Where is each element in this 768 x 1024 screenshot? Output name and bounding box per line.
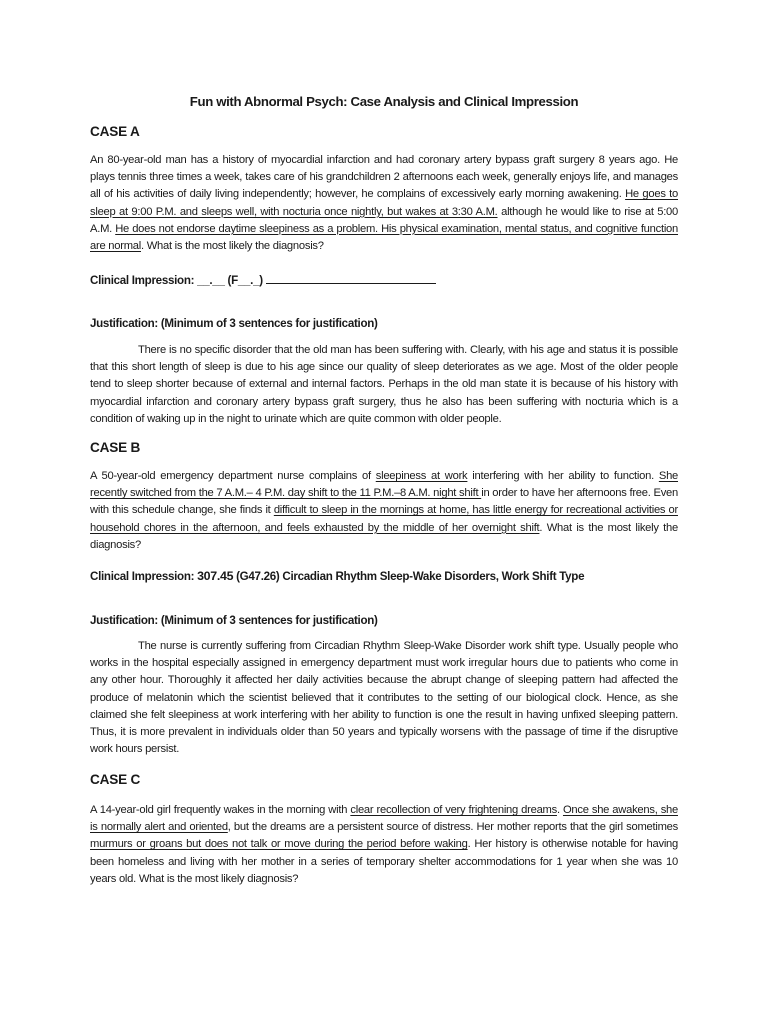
case-b-description: A 50-year-old emergency department nurse complains of sleepiness at work interfering with her ability to function. She recently switched from the 7 A.M.– 4 P.M. day shift to the 11 P.M.–8 A.M. night shift in order to have her afternoons free. Even with this schedule change, she finds it difficult to sleep in the mornings at home, has little energy for recreational activities or household chores in the afternoon, and feels exhausted by the middle of her overnight shift. What is the most likely the diagnosis?: [90, 470, 679, 551]
case-c-description: A 14-year-old girl frequently wakes in the morning with clear recollection of very frightening dreams. Once she awakens, she is normally alert and oriented, but the dreams are a persistent source of distress. Her mother reports that the girl sometimes murmurs or groans but does not talk or move during the period before waking. Her history is otherwise notable for having been homeless and living with her mother in a series of temporary shelter accommodations for 1 year when she was 10 years old. What is the most likely diagnosis?: [90, 804, 678, 885]
case-a-description: An 80-year-old man has a history of myocardial infarction and had coronary artery bypass graft surgery 8 years ago. He plays tennis three times a week, takes care of his grandchildren 2 afternoons each week, generally enjoys life, and manages all of his activities of daily living independently; however, he complains of excessively early morning awakening. He goes to sleep at 9:00 P.M. and sleeps well, with nocturia once nightly, but wakes at 3:30 A.M. although he would like to rise at 5:00 A.M. He does not endorse daytime sleepiness as a problem. His physical examination, mental status, and cognitive function are normal. What is the most likely the diagnosis?: [90, 154, 679, 253]
case-a-clinical-impression: Clinical Impression: __.__ (F__._): [90, 273, 436, 287]
page-title: Fun with Abnormal Psych: Case Analysis and Clinical Impression: [189, 94, 579, 109]
impression-blank: [266, 273, 436, 284]
case-c-heading: CASE C: [90, 772, 141, 787]
case-b-clinical-impression: Clinical Impression: 307.45 (G47.26) Circadian Rhythm Sleep-Wake Disorders, Work Shift Type: [90, 569, 585, 583]
case-a-justification: There is no specific disorder that the old man has been suffering with. Clearly, with his age and status it is possible that this short length of sleep is due to his age since our quality of sleep deteriorates as we age. Most of the older people tend to sleep shorter because of external and internal factors. Perhaps in the old man state it is because of his history with myocardial infarction and coronary artery bypass graft surgery, thus he also has been suffering with nocturia which is a condition of waking up in the night to urinate which are quite common with older people.: [90, 344, 678, 425]
case-a-justification-label: Justification: (Minimum of 3 sentences for justification): [90, 317, 378, 330]
case-b-heading: CASE B: [90, 440, 141, 455]
case-a-heading: CASE A: [90, 124, 140, 139]
case-b-justification-label: Justification: (Minimum of 3 sentences for justification): [90, 614, 378, 627]
case-b-justification: The nurse is currently suffering from Circadian Rhythm Sleep-Wake Disorder work shift type. Usually people who works in the hospital especially assigned in emergency department must work irregular hours due to patients who come in any other hour. Thoroughly it affected her daily activities because the abrupt change of sleeping pattern had affected the produce of melatonin which the scientist believed that it contributes to the setting of our biological clock. Hence, as she claimed she felt sleepiness at work interfering with her ability to function is one the result in having unfixed sleeping pattern. Thus, it is more prevalent in individuals older than 50 years and typically worsens with the passage of time if the disruptive work hours persist.: [90, 640, 678, 756]
